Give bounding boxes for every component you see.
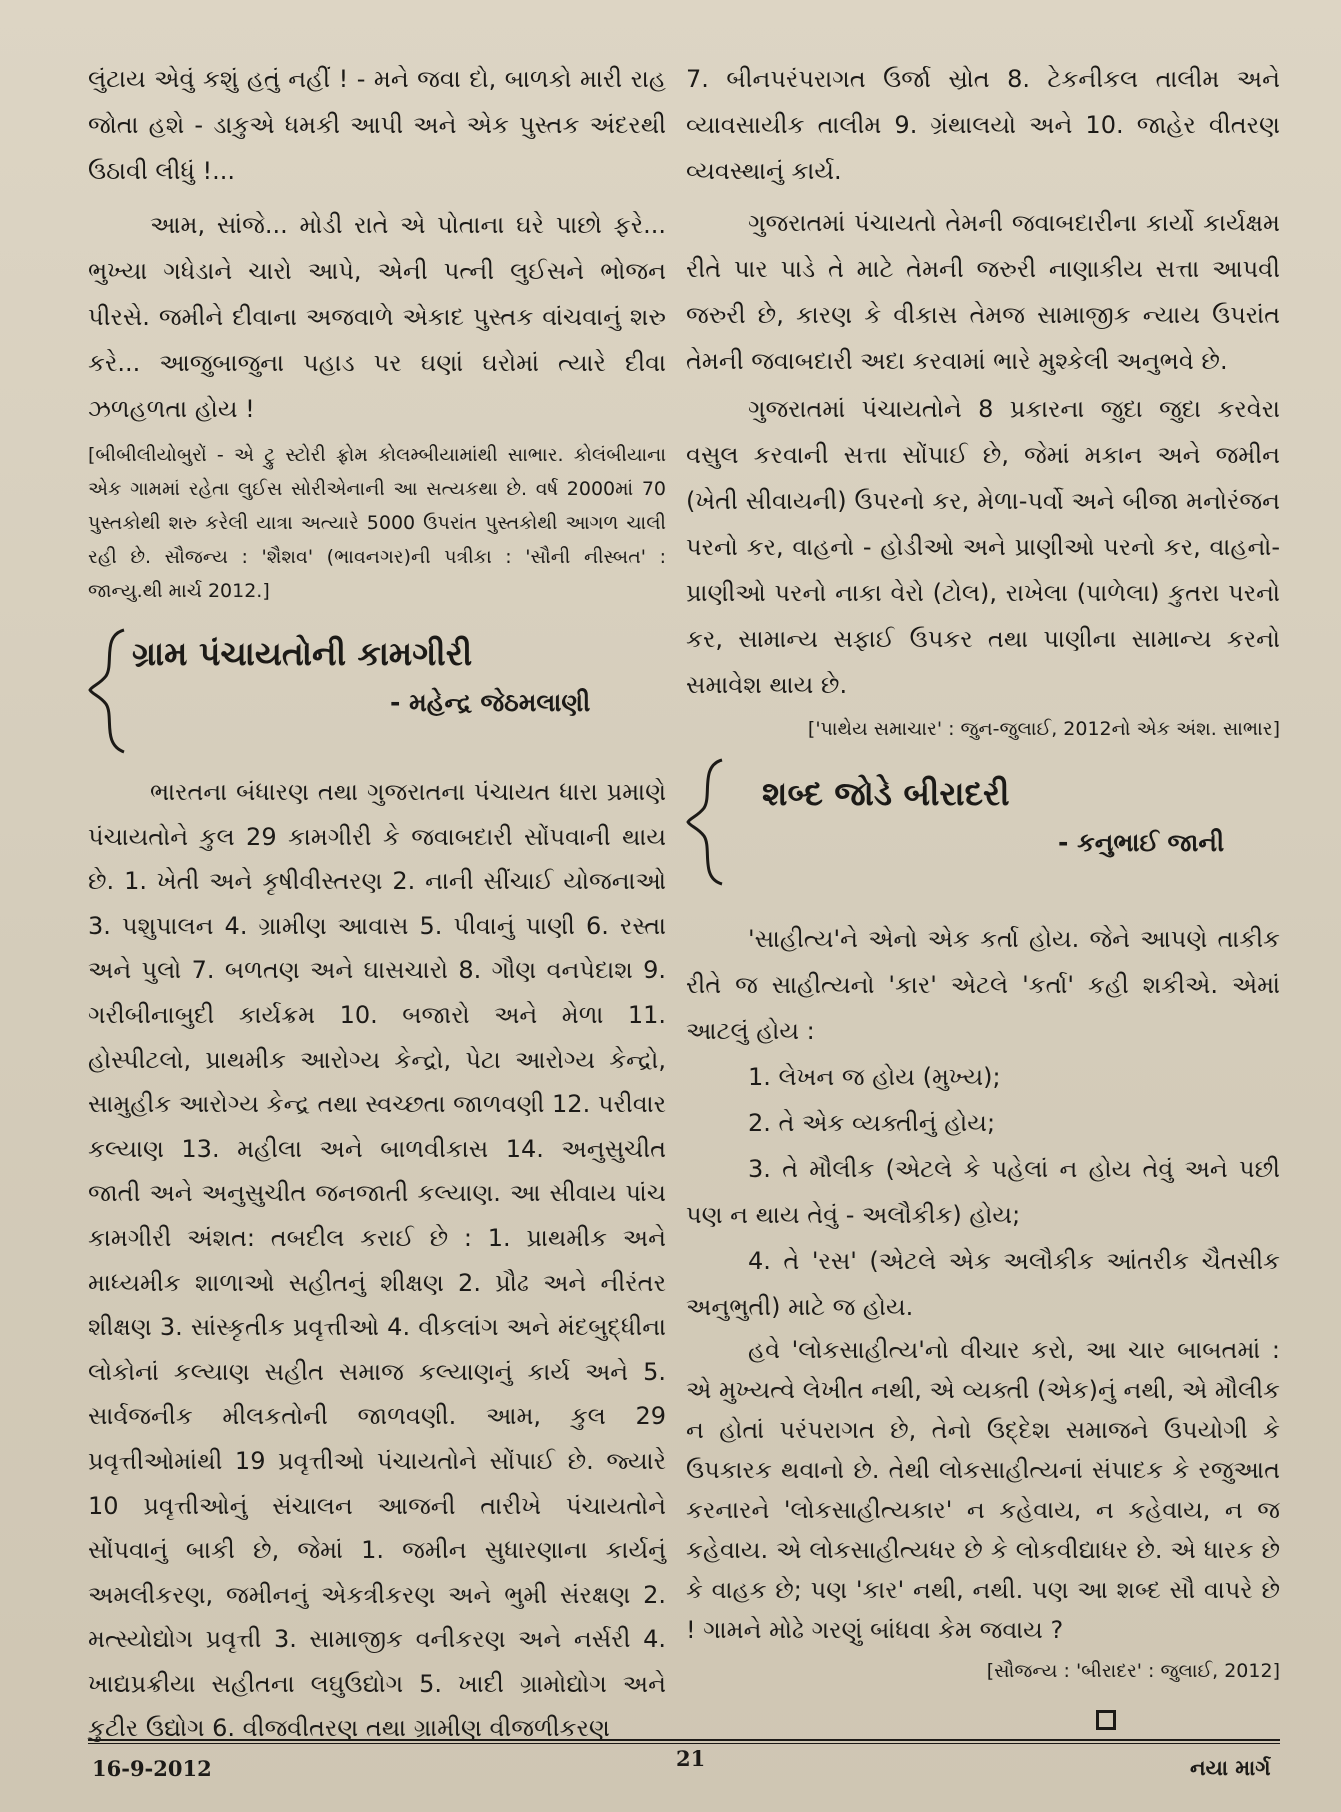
story-end-paragraph: લુંટાય એવું કશું હતું નહીં ! - મને જવા દો, બાળકો મારી રાહ જોતા હશે - ડાકુએ ધમકી આપી અને એક પુસ્તક અંદરથી ઉઠાવી લીધું !... — [88, 65, 666, 185]
article-title: ગ્રામ પંચાયતોની કામગીરી — [132, 634, 473, 673]
article-intro-paragraph: 'સાહીત્ય'ને એનો એક કર્તા હોય. જેને આપણે તાકીક રીતે જ સાહીત્યનો 'કાર' એટલે 'કર્તા' કહી શકીએ. એમાં આટલું હોય : — [686, 925, 1280, 1045]
story-source-note: [બીબીલીયોબુરોં - એ ટ્રુ સ્ટોરી ફ્રોમ કોલમ્બીયામાંથી સાભાર. કોલંબીયાના એક ગામમાં રહેતા લુઈસ સોરીએનાની આ સત્યકથા છે. વર્ષ 2000માં 70 પુસ્તકોથી શરુ કરેલી યાત્રા અત્યારે 5000 ઉપરાંત પુસ્તકોથી આગળ ચાલી રહી છે. સૌજન્ય : 'શૈશવ' (ભાવનગર)ની પત્રીકા : 'સૌની નીસ્બત' : જાન્યુ.થી માર્ચ 2012.] — [88, 444, 666, 602]
article-title: શબ્દ જોડે બીરાદરી — [762, 774, 1010, 813]
article-heading-panchayat — [88, 626, 666, 754]
list-item: 3. તે મૌલીક (એટલે કે પહેલાં ન હોય તેવું અને પછી પણ ન થાય તેવું - અલૌકીક) હોય; — [686, 1155, 1280, 1229]
footer-rule — [88, 1739, 1280, 1741]
article-source-note: ['પાથેય સમાચાર' : જુન-જુલાઈ, 2012નો એક અંશ. સાભાર] — [807, 718, 1280, 740]
left-column — [88, 56, 666, 1751]
article-author: - કનુભાઈ જાની — [1058, 828, 1225, 857]
footer-date: 16-9-2012 — [92, 1756, 212, 1781]
page-number: 21 — [676, 1746, 706, 1771]
article-source-note: [સૌજન્ય : 'બીરાદર' : જુલાઈ, 2012] — [986, 1660, 1280, 1682]
article-paragraph-finance: ગુજરાતમાં પંચાયતો તેમની જવાબદારીના કાર્યો કાર્યક્ષમ રીતે પાર પાડે તે માટે તેમની જરુરી નાણાકીય સત્તા આપવી જરુરી છે, કારણ કે વીકાસ તેમજ સામાજીક ન્યાય ઉપરાંત તેમની જવાબદારી અદા કરવામાં ભારે મુશ્કેલી અનુભવે છે. — [686, 209, 1280, 375]
magazine-name: નયા માર્ગ — [1190, 1756, 1271, 1780]
article-continued-paragraph: 7. બીનપરંપરાગત ઉર્જા સ્રોત 8. ટેકનીકલ તાલીમ અને વ્યાવસાયીક તાલીમ 9. ગ્રંથાલયો અને 10. જાહેર વીતરણ વ્યવસ્થાનું કાર્ય. — [686, 65, 1280, 185]
curly-brace-icon — [686, 756, 726, 888]
article-heading-biradari — [686, 756, 1280, 888]
article-paragraph-taxes: ગુજરાતમાં પંચાયતોને 8 પ્રકારના જુદા જુદા કરવેરા વસુલ કરવાની સત્તા સોંપાઈ છે, જેમાં મકાન અને જમીન (ખેતી સીવાયની) ઉપરનો કર, મેળા-પર્વો અને બીજા મનોરંજન પરનો કર, વાહનો - હોડીઓ અને પ્રાણીઓ પરનો કર, વાહનો-પ્રાણીઓ પરનો નાકા વેરો (ટોલ), રાખેલા (પાળેલા) કુતરા પરનો કર, સામાન્ય સફાઈ ઉપકર તથા પાણીના સામાન્ય કરનો સમાવેશ થાય છે. — [686, 395, 1280, 699]
list-item: 2. તે એક વ્યક્તીનું હોય; — [748, 1109, 996, 1137]
end-of-article-square-icon — [1096, 1710, 1116, 1730]
right-column — [686, 56, 1280, 1730]
article-conclusion-paragraph: હવે 'લોકસાહીત્ય'નો વીચાર કરો, આ ચાર બાબતમાં : એ મુખ્યત્વે લેખીત નથી, એ વ્યક્તી (એક)નું નથી, એ મૌલીક ન હોતાં પરંપરાગત છે, તેનો ઉદ્દેશ સમાજને ઉપયોગી કે ઉપકારક થવાનો છે. તેથી લોકસાહીત્યનાં સંપાદક કે રજુઆત કરનારને 'લોકસાહીત્યકાર' ન કહેવાય, ન કહેવાય, ન જ કહેવાય. એ લોકસાહીત્યધર છે કે લોકવીદ્યાધર છે. એ ધારક છે કે વાહક છે; પણ 'કાર' નથી, નથી. પણ આ શબ્દ સૌ વાપરે છે ! ગામને મોઢે ગરણું બાંધવા કેમ જવાય ? — [686, 1336, 1280, 1644]
article-author: - મહેન્દ્ર જેઠમલાણી — [390, 688, 591, 717]
footer-rule — [88, 1743, 1280, 1744]
article-body-paragraph: ભારતના બંધારણ તથા ગુજરાતના પંચાયત ધારા પ્રમાણે પંચાયતોને કુલ 29 કામગીરી કે જવાબદારી સોંપવાની થાય છે. 1. ખેતી અને કૃષીવીસ્તરણ 2. નાની સીંચાઈ યોજનાઓ 3. પશુપાલન 4. ગ્રામીણ આવાસ 5. પીવાનું પાણી 6. રસ્તા અને પુલો 7. બળતણ અને ઘાસચારો 8. ગૌણ વનપેદાશ 9. ગરીબીનાબુદી કાર્યક્રમ 10. બજારો અને મેળા 11. હોસ્પીટલો, પ્રાથમીક આરોગ્ય કેન્દ્રો, પેટા આરોગ્ય કેન્દ્રો, સામુહીક આરોગ્ય કેન્દ્ર તથા સ્વચ્છતા જાળવણી 12. પરીવાર કલ્યાણ 13. મહીલા અને બાળવીકાસ 14. અનુસુચીત જાતી અને અનુસુચીત જનજાતી કલ્યાણ. આ સીવાય પાંચ કામગીરી અંશત: તબદીલ કરાઈ છે : 1. પ્રાથમીક અને માધ્યમીક શાળાઓ સહીતનું શીક્ષણ 2. પ્રૌઢ અને નીરંતર શીક્ષણ 3. સાંસ્કૃતીક પ્રવૃત્તીઓ 4. વીકલાંગ અને મંદબુદ્ધીના લોકોનાં કલ્યાણ સહીત સમાજ કલ્યાણનું કાર્ય અને 5. સાર્વજનીક મીલકતોની જાળવણી. આમ, કુલ 29 પ્રવૃત્તીઓમાંથી 19 પ્રવૃત્તીઓ પંચાયતોને સોંપાઈ છે. જ્યારે 10 પ્રવૃત્તીઓનું સંચાલન આજની તારીખે પંચાયતોને સોંપવાનું બાકી છે, જેમાં 1. જમીન સુધારણાના કાર્યનું અમલીકરણ, જમીનનું એકત્રીકરણ અને ભુમી સંરક્ષણ 2. મત્સ્યોદ્યોગ પ્રવૃત્તી 3. સામાજીક વનીકરણ અને નર્સરી 4. ખાદ્યપ્રક્રીયા સહીતના લઘુઉદ્યોગ 5. ખાદી ગ્રામોદ્યોગ અને કુટીર ઉદ્યોગ 6. વીજવીતરણ તથા ગ્રામીણ વીજળીકરણ — [88, 778, 666, 1743]
story-closing-paragraph: આમ, સાંજે... મોડી રાતે એ પોતાના ઘરે પાછો ફરે... ભુખ્યા ગધેડાને ચારો આપે, એની પત્ની લુઈસને ભોજન પીરસે. જમીને દીવાના અજવાળે એકાદ પુસ્તક વાંચવાનું શરુ કરે... આજુબાજુના પહાડ પર ઘણાં ઘરોમાં ત્યારે દીવા ઝળહળતા હોય ! — [88, 211, 666, 423]
list-item: 1. લેખન જ હોય (મુખ્ય); — [748, 1063, 1001, 1091]
list-item: 4. તે 'રસ' (એટલે એક અલૌકીક આંતરીક ચૈતસીક અનુભુતી) માટે જ હોય. — [686, 1247, 1280, 1321]
curly-brace-icon — [88, 626, 128, 756]
